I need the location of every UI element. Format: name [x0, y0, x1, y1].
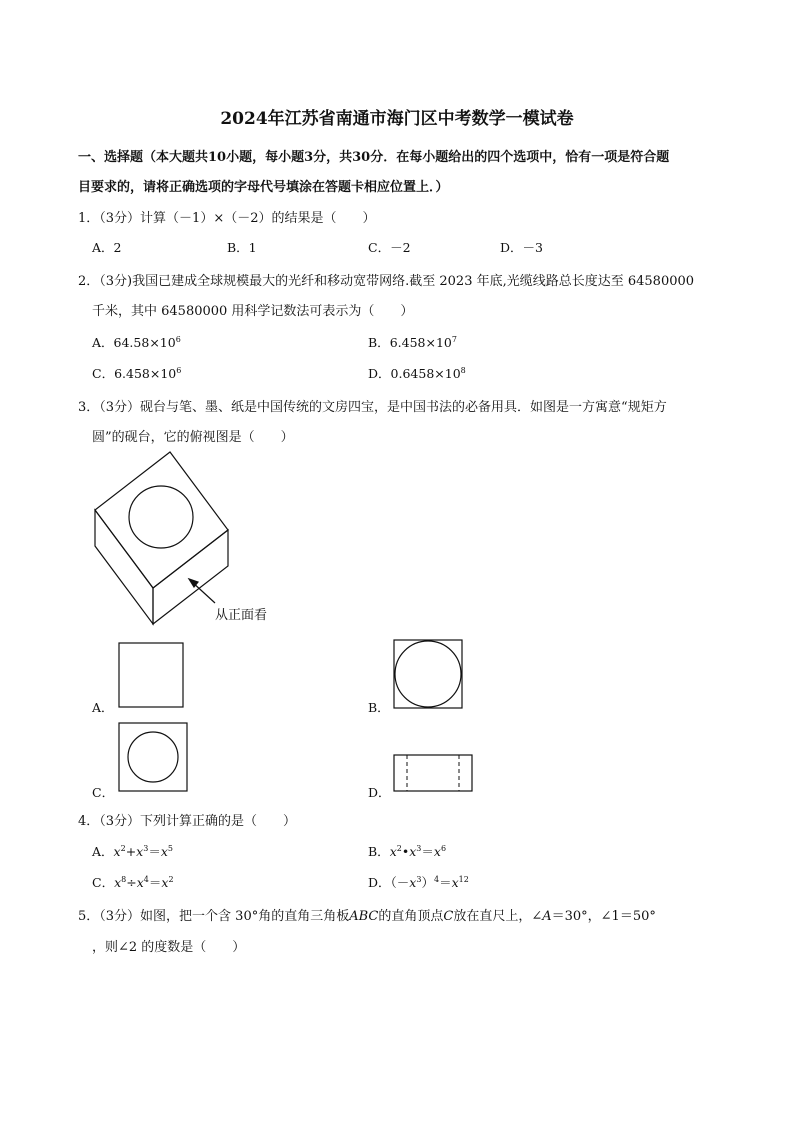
question-2-line2: 千米，其中 64580000 用科学记数法可表示为（ ） — [92, 304, 414, 319]
page-title: 2024年江苏省南通市海门区中考数学一模试卷 — [220, 109, 574, 129]
question-2-option-d: D．$0.6458\times 10^8$ — [368, 366, 466, 381]
question-2-option-b: B．$6.458\times 10^7$ — [368, 335, 457, 350]
option-b-square-inscribed-circle-figure — [393, 639, 465, 711]
question-1-stem: 1．（3分）计算（－1）×（－2）的结果是（ ） — [78, 211, 376, 226]
option-c-square-small-circle-figure — [118, 722, 190, 794]
option-d-rectangle-dashed-figure — [393, 754, 475, 794]
inkstone-left-face — [95, 510, 153, 624]
question-3-line2: 圆”的砚台，它的俯视图是（ ） — [92, 430, 294, 445]
question-1-option-d: D．－3 — [500, 240, 543, 255]
question-3-option-a-label: A． — [92, 700, 114, 715]
question-1-option-c: C．－2 — [368, 240, 411, 255]
view-direction-label: 从正面看 — [215, 608, 268, 623]
section-header-line2: 目要求的，请将正确选项的字母代号填涂在答题卡相应位置上．） — [78, 180, 449, 195]
question-3-option-b-label: B． — [368, 700, 390, 715]
inkstone-circular-well — [129, 486, 193, 548]
question-3-line1: 3．（3分）砚台与笔、墨、纸是中国传统的文房四宝，是中国书法的必备用具．如图是一方寓意“规矩方 — [78, 400, 667, 415]
section-header-line1: 一、选择题（本大题共10小题，每小题3分，共30分．在每小题给出的四个选项中，恰有一项是符合题 — [78, 150, 670, 165]
question-5-line2: ，则∠2 的度数是（ ） — [92, 940, 246, 955]
option-a-square-figure — [118, 642, 186, 710]
question-2-option-c: C．$6.458\times 10^6$ — [92, 366, 182, 381]
question-4-option-d: D．$(-x^3)^4=x^{12}$ — [368, 875, 469, 890]
question-4-option-a: A．$x^2+x^3=x^5$ — [92, 844, 173, 859]
inkstone-isometric-figure — [90, 448, 330, 638]
question-1-option-a: A．2 — [92, 240, 122, 255]
inkstone-top-face — [95, 452, 228, 588]
question-1-option-b: B．1 — [227, 240, 257, 255]
question-3-option-d-label: D． — [368, 785, 391, 800]
question-4-option-b: B．$x^2•x^3=x^6$ — [368, 844, 447, 859]
question-2-line1: 2．（3分)我国已建成全球规模最大的光纤和移动宽带网络.截至 2023 年底,光缆线路总长度达至 64580000 — [78, 274, 695, 289]
question-3-option-c-label: C． — [92, 785, 115, 800]
question-4-stem: 4．（3分）下列计算正确的是（ ） — [78, 814, 297, 829]
question-2-option-a: A．$64.58\times 10^6$ — [92, 335, 181, 350]
question-5-line1: 5．（3分）如图，把一个含 30°角的直角三角板ABC的直角顶点C放在直尺上，∠A＝30°，∠1＝50° — [78, 909, 656, 924]
question-4-option-c: C．$x^8\div x^4=x^2$ — [92, 875, 174, 890]
